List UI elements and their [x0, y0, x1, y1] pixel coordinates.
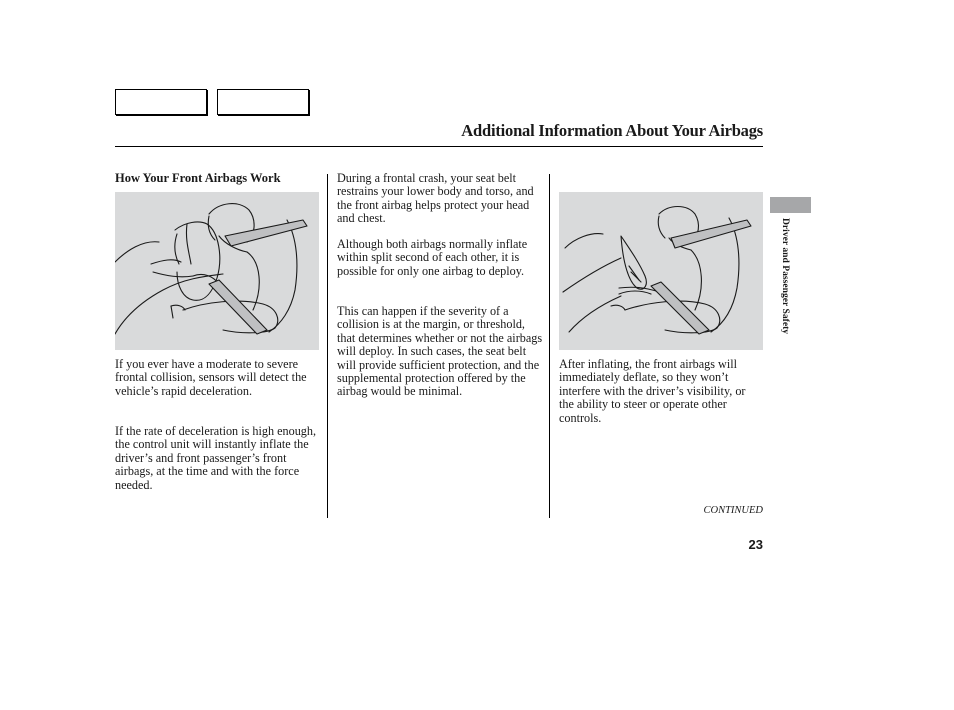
- body-paragraph: During a frontal crash, your seat belt restrains your lower body and torso, and the front airbag helps protect your head and chest.: [337, 171, 534, 226]
- page-title: Additional Information About Your Airbags: [461, 121, 763, 140]
- body-paragraph: This can happen if the severity of a collision is at the margin, or threshold, that determines whether or not the airbags will deploy. In such cases, the seat belt will provide sufficient protection, and the supplemental protection offered by the airbag would be minimal.: [337, 304, 543, 399]
- body-paragraph: If the rate of deceleration is high enough, the control unit will instantly inflate the driver’s and front passenger’s front airbags, at the time and with the force needed.: [115, 424, 317, 492]
- page-number: 23: [748, 537, 763, 552]
- body-paragraph: Although both airbags normally inflate within split second of each other, it is possible for only one airbag to deploy.: [337, 237, 528, 278]
- column-divider: [549, 174, 550, 518]
- nav-button-index[interactable]: [217, 89, 309, 115]
- airbag-inflated-illustration: [115, 192, 319, 350]
- body-paragraph: After inflating, the front airbags will immediately deflate, so they won’t interfere with the driver’s visibility, or the ability to steer or operate other controls.: [559, 357, 746, 425]
- section-heading: How Your Front Airbags Work: [115, 171, 281, 185]
- column-divider: [327, 174, 328, 518]
- section-tab[interactable]: [770, 197, 811, 213]
- airbag-deflating-illustration: [559, 192, 763, 350]
- continued-label: CONTINUED: [703, 505, 763, 516]
- nav-button-contents[interactable]: [115, 89, 207, 115]
- section-side-label: Driver and Passenger Safety: [780, 218, 791, 335]
- body-paragraph: If you ever have a moderate to severe frontal collision, sensors will detect the vehicle’s rapid deceleration.: [115, 357, 307, 398]
- title-rule: [115, 146, 763, 147]
